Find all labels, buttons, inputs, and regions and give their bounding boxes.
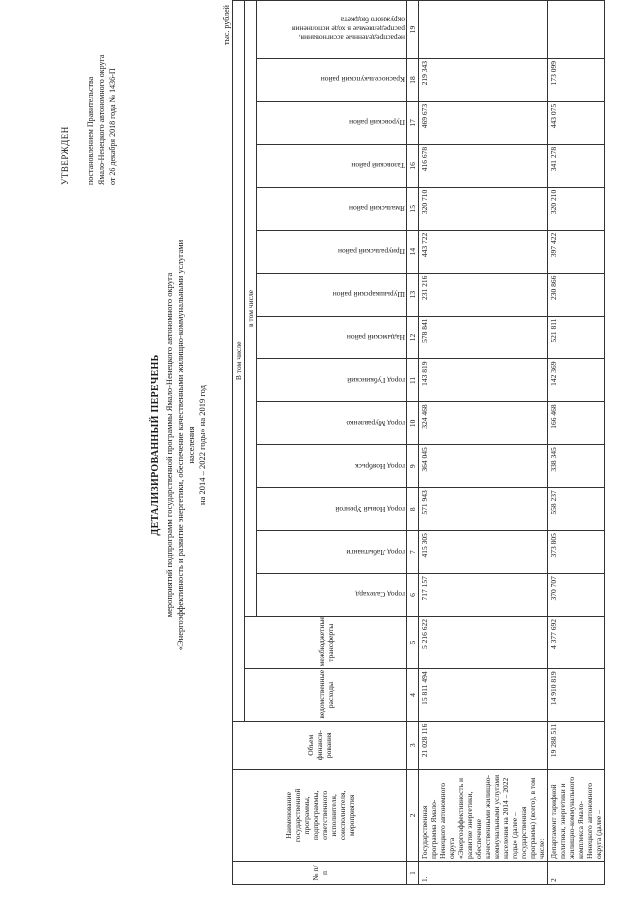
column-number: 9: [407, 445, 419, 488]
row-value: [419, 1, 548, 59]
column-number: 12: [407, 316, 419, 359]
header-municipality: Приуральский район: [257, 230, 407, 273]
row-value: 14 910 819: [548, 669, 605, 721]
row-value: 416 678: [419, 144, 548, 187]
header-municipality: Шурышкарский район: [257, 273, 407, 316]
row-value: 364 045: [419, 445, 548, 488]
row-value: 231 216: [419, 273, 548, 316]
row-value: 469 673: [419, 101, 548, 144]
header-name: Наименование государственной программы, подпрограммы, ответственного исполнителя, соисполнителя, мероприятия: [233, 769, 407, 861]
column-number: 1: [407, 861, 419, 884]
row-value: 166 468: [548, 402, 605, 445]
unit-label: тыс. рублей: [222, 5, 231, 45]
column-number: 16: [407, 144, 419, 187]
header-municipality: Красноселькупский район: [257, 59, 407, 102]
row-value: 443 075: [548, 101, 605, 144]
column-number: 5: [407, 616, 419, 668]
column-number: 6: [407, 574, 419, 617]
heading-line-3: на 2014 – 2022 годы» на 2019 год: [197, 385, 207, 505]
header-departmental: ведомственные расходы: [245, 669, 407, 721]
header-num: № п/п: [233, 861, 407, 884]
header-municipality: Тазовский район: [257, 144, 407, 187]
row-value: 521 811: [548, 316, 605, 359]
row-number: 2: [548, 861, 605, 884]
row-value: 173 099: [548, 59, 605, 102]
row-value: 443 722: [419, 230, 548, 273]
column-number: 3: [407, 721, 419, 769]
row-value: 219 343: [419, 59, 548, 102]
approval-line-1: постановлением Правительства: [86, 76, 95, 185]
column-number: 19: [407, 1, 419, 59]
approval-block: [60, 5, 118, 185]
row-value: 324 468: [419, 402, 548, 445]
column-number: 17: [407, 101, 419, 144]
header-row-top: [233, 1, 245, 885]
column-number: 2: [407, 769, 419, 861]
header-undistributed: нераспределенные ассигнования, распределяемые в ходе исполнения окружного бюджета: [257, 1, 407, 59]
row-value: 142 369: [548, 359, 605, 402]
row-value: 415 305: [419, 531, 548, 574]
header-volume: Объем финанси-рования: [233, 721, 407, 769]
header-municipality: город Ноябрьск: [257, 445, 407, 488]
header-municipality: город Муравленко: [257, 402, 407, 445]
document-title: ДЕТАЛИЗИРОВАННЫЙ ПЕРЕЧЕНЬ: [150, 354, 161, 536]
row-value: 5 216 622: [419, 616, 548, 668]
column-number: 11: [407, 359, 419, 402]
row-value: 320 210: [548, 187, 605, 230]
row-value: [548, 1, 605, 59]
financing-table: [232, 0, 605, 885]
header-municipality: город Лабытнанги: [257, 531, 407, 574]
row-value: 397 422: [548, 230, 605, 273]
row-number: 1.: [419, 861, 548, 884]
row-value: 4 377 692: [548, 616, 605, 668]
header-municipality: Ямальский район: [257, 187, 407, 230]
row-value: 338 345: [548, 445, 605, 488]
column-number: 7: [407, 531, 419, 574]
row-value: 571 943: [419, 488, 548, 531]
table-row: [548, 1, 605, 885]
document-heading: [150, 235, 208, 655]
column-number: 4: [407, 669, 419, 721]
row-value: 15 811 494: [419, 669, 548, 721]
column-number: 13: [407, 273, 419, 316]
row-value: 143 819: [419, 359, 548, 402]
column-number: 8: [407, 488, 419, 531]
header-including: в том числе: [245, 1, 257, 617]
heading-line-2: «Энергоэффективность и развитие энергетики, обеспечение качественными жилищно-коммунальными услугами населения: [175, 239, 196, 651]
table-body: [233, 1, 605, 885]
row-value: 341 278: [548, 144, 605, 187]
row-value: 230 866: [548, 273, 605, 316]
row-name: Государственная программа Ямало-Ненецкого автономного округа «Энергоэффективность и развитие энергетики, обеспечение качественными жилищно-коммунальными услугами населения на 2014 – 2022 годы» (далее – государственная программа) (всего), в том числе:: [419, 769, 548, 861]
column-number: 15: [407, 187, 419, 230]
row-value: 558 237: [548, 488, 605, 531]
approval-title: УТВЕРЖДЕН: [60, 126, 70, 185]
row-value: 370 707: [548, 574, 605, 617]
approval-line-3: от 26 декабря 2018 года № 1436-П: [108, 68, 117, 185]
row-value: 373 805: [548, 531, 605, 574]
row-value: 717 157: [419, 574, 548, 617]
row-value: 320 710: [419, 187, 548, 230]
row-value: 19 288 511: [548, 721, 605, 769]
header-municipality: город Новый Уренгой: [257, 488, 407, 531]
column-number: 18: [407, 59, 419, 102]
header-municipality: Надымский район: [257, 316, 407, 359]
header-in-that-number: В том числе: [233, 1, 245, 722]
header-municipality: Пуровский район: [257, 101, 407, 144]
header-municipality: город Салехард: [257, 574, 407, 617]
header-municipality: город Губкинский: [257, 359, 407, 402]
table-row: [419, 1, 548, 885]
column-number: 14: [407, 230, 419, 273]
header-interbudget: межбюджетные трансферты: [245, 616, 407, 668]
column-number: 10: [407, 402, 419, 445]
approval-line-2: Ямало-Ненецкого автономного округа: [97, 54, 106, 185]
row-value: 21 028 116: [419, 721, 548, 769]
column-numbers-row: [407, 1, 419, 885]
row-name: Департамент тарифной политики, энергетики и жилищно-коммунального комплекса Ямало-Ненецкого автономного округа (далее –: [548, 769, 605, 861]
row-value: 578 841: [419, 316, 548, 359]
heading-line-1: мероприятий подпрограмм государственной программы Ямало-Ненецкого автономного округа: [164, 272, 174, 618]
